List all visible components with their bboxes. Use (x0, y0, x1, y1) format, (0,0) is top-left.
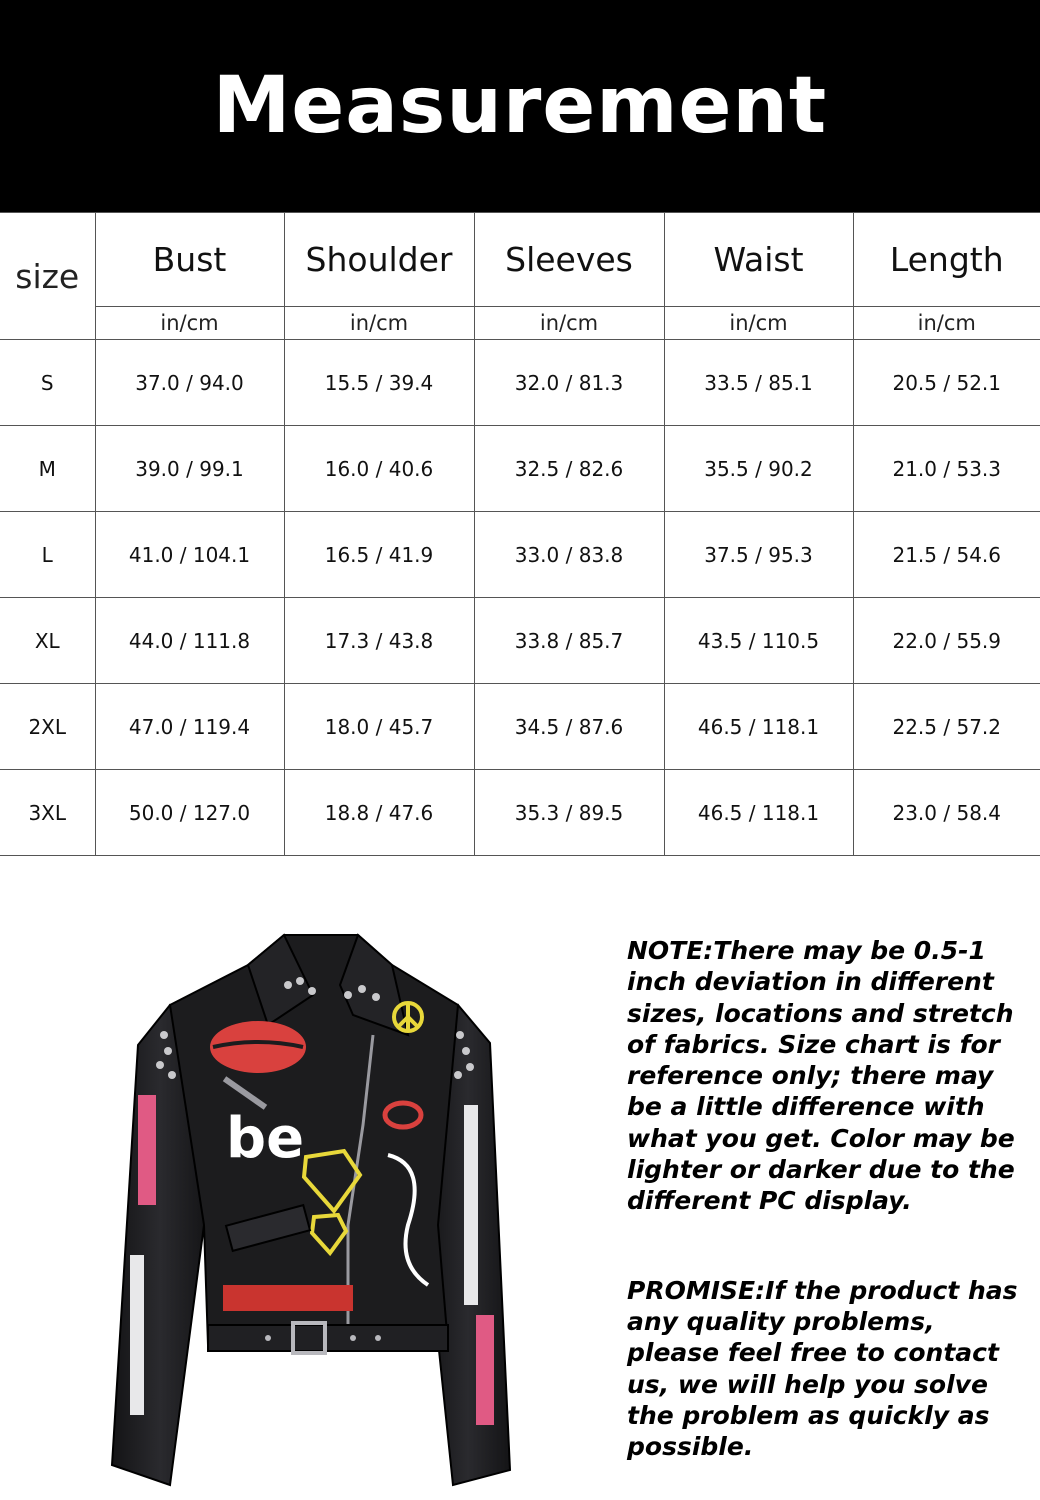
column-header-sleeves: Sleeves (474, 213, 664, 307)
shoulder-cell: 16.5 / 41.9 (284, 512, 474, 598)
length-cell: 21.0 / 53.3 (853, 426, 1040, 512)
sleeves-cell: 34.5 / 87.6 (474, 684, 664, 770)
waist-cell: 43.5 / 110.5 (664, 598, 853, 684)
table-row (0, 340, 1040, 426)
size-chart-table (0, 212, 1040, 856)
length-cell: 21.5 / 54.6 (853, 512, 1040, 598)
table-row (0, 770, 1040, 856)
unit-label: in/cm (664, 307, 853, 340)
bust-cell: 39.0 / 99.1 (95, 426, 284, 512)
sleeves-cell: 33.8 / 85.7 (474, 598, 664, 684)
sleeve-graffiti-pink (138, 1095, 156, 1205)
column-header-waist: Waist (664, 213, 853, 307)
title-banner (0, 0, 1040, 212)
size-cell: 2XL (0, 684, 95, 770)
shoulder-cell: 15.5 / 39.4 (284, 340, 474, 426)
jacket-illustration (108, 925, 558, 1495)
sleeve-graffiti-right (464, 1105, 478, 1305)
unit-label: in/cm (284, 307, 474, 340)
jacket-belt (208, 1325, 448, 1351)
shoulder-cell: 18.8 / 47.6 (284, 770, 474, 856)
shoulder-cell: 18.0 / 45.7 (284, 684, 474, 770)
waist-cell: 35.5 / 90.2 (664, 426, 853, 512)
bust-cell: 44.0 / 111.8 (95, 598, 284, 684)
promise-text: PROMISE:If the product has any quality problems, please feel free to contact us, we will help you solve the problem as quickly as possible. (627, 1275, 1018, 1462)
table-row (0, 598, 1040, 684)
size-cell: L (0, 512, 95, 598)
column-header-length: Length (853, 213, 1040, 307)
sleeves-cell: 35.3 / 89.5 (474, 770, 664, 856)
note-text: NOTE:There may be 0.5-1 inch deviation in different sizes, locations and stretch of fabrics. Size chart is for reference only; there may be a little difference with what you get. Color may be lighter or darker due to the different PC display. (627, 936, 1015, 1216)
table-row (0, 512, 1040, 598)
waist-cell: 46.5 / 118.1 (664, 684, 853, 770)
sleeve-graffiti-white (130, 1255, 144, 1415)
sleeves-cell: 33.0 / 83.8 (474, 512, 664, 598)
notes-block (627, 935, 1027, 1462)
length-cell: 22.5 / 57.2 (853, 684, 1040, 770)
sleeves-cell: 32.5 / 82.6 (474, 426, 664, 512)
page-title: Measurement (212, 61, 828, 151)
waist-cell: 37.5 / 95.3 (664, 512, 853, 598)
table-row (0, 684, 1040, 770)
product-image (108, 925, 558, 1495)
bust-cell: 37.0 / 94.0 (95, 340, 284, 426)
jacket-body (170, 935, 458, 1345)
length-cell: 20.5 / 52.1 (853, 340, 1040, 426)
caution-graffiti (223, 1285, 353, 1311)
unit-label: in/cm (95, 307, 284, 340)
shoulder-cell: 17.3 / 43.8 (284, 598, 474, 684)
lips-graffiti (210, 1021, 306, 1073)
bust-cell: 41.0 / 104.1 (95, 512, 284, 598)
column-header-shoulder: Shoulder (284, 213, 474, 307)
table-row (0, 426, 1040, 512)
bust-cell: 50.0 / 127.0 (95, 770, 284, 856)
length-cell: 22.0 / 55.9 (853, 598, 1040, 684)
size-cell: M (0, 426, 95, 512)
length-cell: 23.0 / 58.4 (853, 770, 1040, 856)
waist-cell: 33.5 / 85.1 (664, 340, 853, 426)
sleeves-cell: 32.0 / 81.3 (474, 340, 664, 426)
size-header: size (0, 213, 95, 340)
unit-label: in/cm (474, 307, 664, 340)
size-cell: XL (0, 598, 95, 684)
bust-cell: 47.0 / 119.4 (95, 684, 284, 770)
svg-text:be: be (226, 1106, 305, 1171)
size-cell: 3XL (0, 770, 95, 856)
waist-cell: 46.5 / 118.1 (664, 770, 853, 856)
shoulder-cell: 16.0 / 40.6 (284, 426, 474, 512)
column-header-bust: Bust (95, 213, 284, 307)
size-cell: S (0, 340, 95, 426)
unit-label: in/cm (853, 307, 1040, 340)
